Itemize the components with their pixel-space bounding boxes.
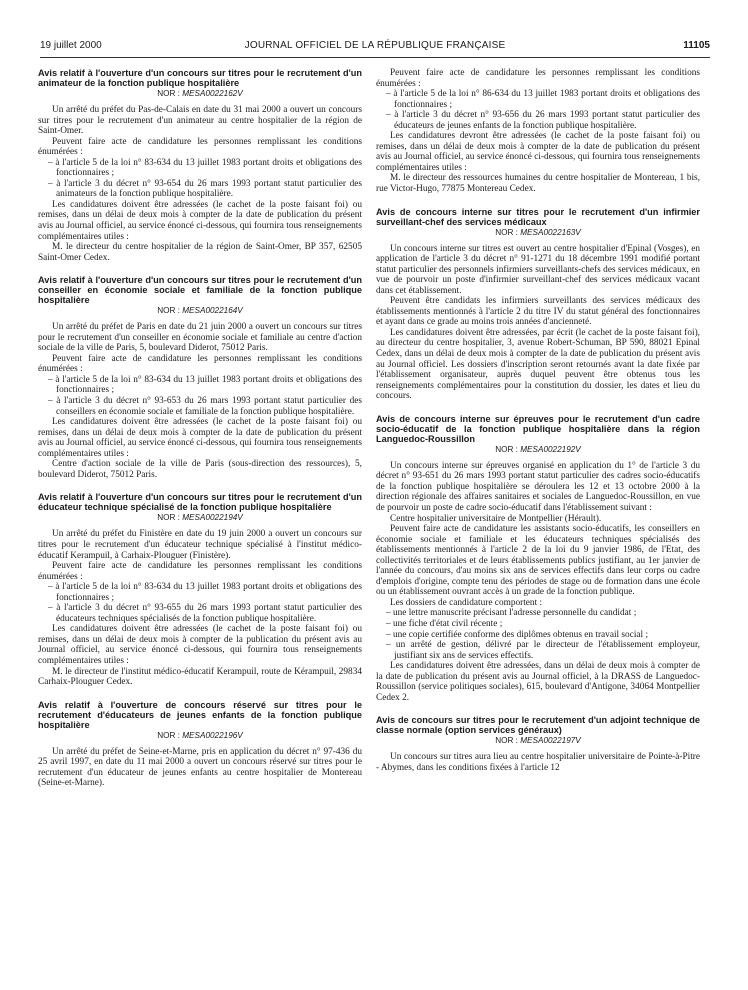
header-rule [40, 57, 710, 58]
right-column [376, 68, 700, 988]
notice-title: Avis relatif à l'ouverture de concours réservé sur titres pour le recrutement d'éducateurs de jeunes enfants de la fonction publique hospitalière [38, 699, 362, 730]
notice-title: Avis relatif à l'ouverture d'un concours sur titres pour le recrutement d'un conseiller en économie sociale et familiale de la fonction publique hospitalière [38, 275, 362, 306]
paragraph: Peuvent être candidats les infirmiers surveillants des services médicaux des établissements mentionnés à l'article 2 du titre IV du statut général des fonctionnaires et ayant dans ce grade au moins trois années d'ancienneté. [376, 296, 700, 328]
list-item: – une lettre manuscrite précisant l'adresse personnelle du candidat ; [386, 608, 637, 619]
paragraph: Centre d'action sociale de la ville de Paris (sous-direction des ressources), 5, boulevard Diderot, 75012 Paris. [38, 459, 362, 480]
list-item: – à l'article 3 du décret n° 93-655 du 26 mars 1993 portant statut particulier des éducateurs techniques spécialisés de la fonction publique hospitalière. [48, 603, 362, 624]
paragraph: Peuvent faire acte de candidature les assistants socio-éducatifs, les conseillers en économie sociale et familiale et les éducateurs techniques spécialisés des établissements mentionnés à l'article 2 de la loi du 9 janvier 1986, de l'Etat, des collectivités territoriales et de leurs établissements publics justifiant, au 1er janvier de l'année du concours, d'au moins six ans de services effectifs dans leur corps ou cadre d'emplois d'origine, compte tenu des périodes de stage ou de formation dans une école ou un établissement ouvrant accès à un grade de la fonction publique. [376, 524, 700, 598]
paragraph: Un arrêté du préfet du Pas-de-Calais en date du 31 mai 2000 a ouvert un concours sur titres pour le recrutement d'un animateur au centre hospitalier de la région de Saint-Omer. [38, 105, 362, 137]
notice-title: Avis de concours interne sur titres pour le recrutement d'un infirmier surveillant-chef des services médicaux [376, 206, 700, 227]
list-item: – une fiche d'état civil récente ; [386, 618, 503, 629]
list-item: – à l'article 5 de la loi n° 83-634 du 13 juillet 1983 portant droits et obligations des fonctionnaires ; [48, 582, 362, 603]
nor-label: NOR : [157, 89, 180, 98]
notice-cadre-socio-educatif [376, 414, 700, 704]
paragraph: Les candidatures devront être adressées (le cachet de la poste faisant foi) ou remises, dans un délai de deux mois à compter de la date de publication du présent avis au Journal officiel, au service énoncé ci-dessous, qui fournira tous renseignements complémentaires utiles : [376, 131, 700, 173]
spacer [38, 480, 362, 492]
spacer [376, 402, 700, 414]
list-item: – à l'article 5 de la loi n° 83-634 du 13 juillet 1983 portant droits et obligations des fonctionnaires ; [48, 157, 362, 179]
list-item: – à l'article 5 de la loi n° 83-634 du 13 juillet 1983 portant droits et obligations des fonctionnaires ; [48, 374, 362, 396]
list-item: – une copie certifiée conforme des diplômes obtenus en travail social ; [386, 629, 649, 640]
page-number: 11105 [683, 40, 710, 51]
nor-label: NOR : [495, 444, 518, 454]
paragraph: M. le directeur du centre hospitalier de la région de Saint-Omer, BP 357, 62505 Saint-Omer Cedex. [38, 242, 362, 263]
spacer [376, 195, 700, 207]
nor-code: MESA0022197V [520, 736, 581, 746]
notice-conseiller-esf [38, 275, 362, 480]
paragraph: Les candidatures doivent être adressées (le cachet de la poste faisant foi) ou remises, dans un délai de deux mois à compter de la publication du présent avis au Journal officiel, au service énoncé ci-dessous, qui fournira tous renseignements complémentaires utiles : [38, 624, 362, 666]
paragraph: Centre hospitalier universitaire de Montpellier (Hérault). [390, 513, 602, 524]
notice-title: Avis de concours interne sur épreuves pour le recrutement d'un cadre socio-éducatif de la fonction publique hospitalière dans la région Languedoc-Roussillon [376, 413, 700, 444]
notice-infirmier-surveillant [376, 207, 700, 402]
list-item: – à l'article 3 du décret n° 93-654 du 26 mars 1993 portant statut particulier des animateurs de la fonction publique hospitalière. [48, 178, 362, 200]
spacer [38, 263, 362, 275]
paragraph: Un concours interne sur épreuves organisé en application du 1° de l'article 3 du décret n° 93-651 du 26 mars 1993 portant statut particulier des cadres socio-éducatifs de la fonction publique hospitalière se déroulera les 12 et 13 octobre 2000 à la direction régionale des affaires sanitaires et sociales de Languedoc-Roussillon, en vue de pourvoir un poste de cadre socio-éducatif dans l'établissement suivant : [376, 460, 700, 513]
paragraph: Les candidatures doivent être adressées, dans un délai de deux mois à compter de la date de publication du présent avis au Journal officiel, à la DRASS de Languedoc-Roussillon (service politiques sociales), 615, boulevard d'Antigone, 34064 Montpellier Cedex 2. [376, 661, 700, 703]
nor-code: MESA0022164V [182, 306, 243, 316]
journal-title: JOURNAL OFFICIEL DE LA RÉPUBLIQUE FRANÇAISE [244, 40, 506, 51]
notice-title: Avis de concours sur titres pour le recrutement d'un adjoint technique de classe normale (option services généraux) [376, 715, 700, 736]
paragraph: Peuvent faire acte de candidature les personnes remplissant les conditions énumérées : [376, 68, 700, 89]
notice-adjoint-technique [376, 715, 700, 773]
nor-reference [38, 89, 362, 99]
nor-label: NOR : [495, 227, 518, 237]
list-item: – à l'article 5 de la loi n° 86-634 du 13 juillet 1983 portant droits et obligations des fonctionnaires ; [386, 89, 700, 110]
paragraph: Peuvent faire acte de candidature les personnes remplissant les conditions énumérées : [38, 136, 362, 158]
nor-label: NOR : [157, 306, 180, 316]
spacer [38, 688, 362, 700]
paragraph: Peuvent faire acte de candidature les personnes remplissant les conditions énumérées : [38, 353, 362, 375]
paragraph: Les candidatures doivent être adressées, par écrit (le cachet de la poste faisant foi), au directeur du centre hospitalier, 3, avenue Robert-Schuman, BP 590, 88021 Epinal Cedex, dans un délai de deux mois à compter de la date de publication du présent avis au Journal officiel. Les dossiers d'inscription seront retournés avant la date fixée par l'établissement organisateur, auprès duquel peuvent être obtenus tous les renseignements complémentaires pour la constitution du dossier, les dates et lieu du concours. [376, 327, 700, 402]
list-item: – à l'article 3 du décret n° 93-653 du 26 mars 1993 portant statut particulier des conseillers en économie sociale et familiale de la fonction publique hospitalière. [48, 396, 362, 417]
nor-code: MESA0022162V [182, 89, 243, 98]
spacer [376, 703, 700, 715]
paragraph: Un arrêté du préfet du Finistère en date du 19 juin 2000 a ouvert un concours sur titres pour le recrutement d'un éducateur technique spécialisé à l'institut médico-éducatif Kerampuil, à Carhaix-Plouguer (Finistère). [38, 529, 362, 561]
notice-title: Avis relatif à l'ouverture d'un concours sur titres pour le recrutement d'un éducateur technique spécialisé de la fonction publique hospitalière [38, 492, 362, 513]
notice-continuation [376, 68, 700, 195]
paragraph: Un concours sur titres aura lieu au centre hospitalier universitaire de Pointe-à-Pitre - Abymes, dans les conditions fixées à l'article 12 [376, 752, 700, 773]
notice-title: Avis relatif à l'ouverture d'un concours sur titres pour le recrutement d'un animateur de la fonction publique hospitalière [38, 68, 362, 88]
notice-educateurs-jeunes-enfants [38, 700, 362, 789]
paragraph: Les candidatures doivent être adressées (le cachet de la poste faisant foi) ou remises, dans un délai de deux mois à compter de la date de publication du présent avis au Journal officiel, au service énoncé ci-dessous, qui fournira tous renseignements complémentaires utiles : [38, 417, 362, 459]
nor-code: MESA0022163V [520, 227, 581, 237]
nor-reference [376, 736, 700, 746]
nor-label: NOR : [495, 736, 518, 746]
list-item: – un arrêté de gestion, délivré par le directeur de l'établissement employeur, justifiant six ans de services effectifs. [386, 640, 700, 661]
paragraph: Peuvent faire acte de candidature les personnes remplissant les conditions énumérées : [38, 561, 362, 582]
notice-educateur-technique [38, 492, 362, 687]
paragraph: Un arrêté du préfet de Seine-et-Marne, pris en application du décret n° 97-436 du 25 avril 1997, en date du 11 mai 2000 a ouvert un concours réservé sur titres pour le recrutement d'un éducateur de jeunes enfants au centre hospitalier de Montereau (Seine-et-Marne). [38, 746, 362, 789]
nor-reference [376, 228, 700, 238]
list-item: – à l'article 3 du décret n° 93-656 du 26 mars 1993 portant statut particulier des éducateurs de jeunes enfants de la fonction publique hospitalière. [386, 110, 700, 131]
nor-reference [376, 445, 700, 455]
issue-date: 19 juillet 2000 [40, 40, 102, 51]
paragraph: M. le directeur de l'institut médico-éducatif Kerampuil, route de Kérampuil, 29834 Carhaix-Plouguer Cedex. [38, 666, 362, 688]
paragraph: Les candidatures doivent être adressées (le cachet de la poste faisant foi) ou remises, dans un délai de deux mois à compter de la date de publication du présent avis au Journal officiel, au service énoncé ci-dessous, qui fournira tous renseignements complémentaires utiles : [38, 199, 362, 242]
paragraph: Un concours interne sur titres est ouvert au centre hospitalier d'Epinal (Vosges), en application de l'article 3 du décret n° 91-1271 du 18 décembre 1991 modifié portant statut particulier des personnels infirmiers surveillants-chefs des services médicaux, en vue de pourvoir un poste d'infirmier surveillant-chef des services médicaux vacant dans cet établissement. [376, 243, 700, 296]
nor-reference [38, 731, 362, 741]
paragraph: Les dossiers de candidature comportent : [390, 597, 543, 608]
page-header [40, 40, 710, 56]
nor-code: MESA0022196V [182, 730, 243, 740]
nor-label: NOR : [157, 730, 180, 740]
paragraph: M. le directeur des ressources humaines du centre hospitalier de Montereau, 1 bis, rue Victor-Hugo, 77875 Montereau Cedex. [376, 173, 700, 195]
nor-code: MESA0022194V [182, 513, 243, 523]
nor-reference [38, 306, 362, 316]
nor-label: NOR : [157, 513, 180, 523]
notice-animateur [38, 68, 362, 263]
paragraph: Un arrêté du préfet de Paris en date du 21 juin 2000 a ouvert un concours sur titres pour le recrutement d'un conseiller en économie sociale et familiale au centre d'action sociale de la ville de Paris, 5, boulevard Diderot, 75012 Paris. [38, 322, 362, 354]
nor-reference [38, 513, 362, 523]
nor-code: MESA0022192V [520, 444, 581, 454]
left-column [38, 68, 362, 988]
